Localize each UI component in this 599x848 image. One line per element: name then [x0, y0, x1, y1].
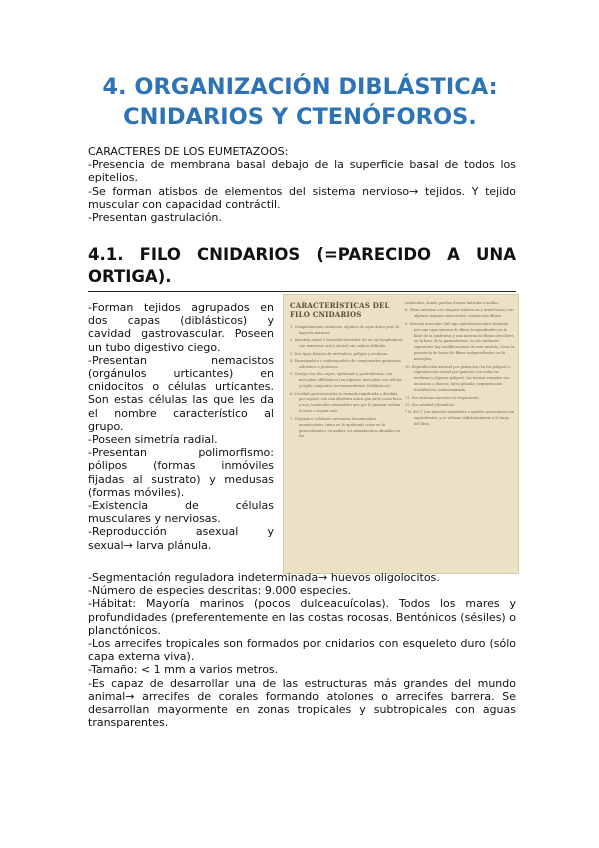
chapter-title-line2: CNIDARIOS Y CTENÓFOROS. — [123, 104, 477, 130]
book-image-item: 3. Dos tipos básicos de individuos: pólipos y medusas. — [290, 351, 389, 356]
feature-line: -Reproducción asexual y — [88, 525, 274, 539]
book-image-item: * N. del T. Las músculo-epiteliales o epitelio musculares son equivalentes, y se utilizan indistintamente a lo largo del libro. — [405, 410, 515, 427]
book-image-item: 7. Orgánulos celulares urticantes denominados nematocistos, tanto en la epidermis como en la gastrodermis o en ambos; los nematocistos abundan en los — [290, 416, 401, 439]
book-image-item: tentáculos, donde pueden formar baterías o anillos. — [405, 301, 500, 305]
feature-line: -Forman tejidos agrupados en — [88, 301, 274, 314]
book-image-column-2 — [405, 301, 515, 430]
cnidarios-features-full-width — [88, 571, 516, 729]
feature-line: cnidocitos o células urticantes. — [88, 380, 274, 394]
eumetazoos-characters — [88, 145, 516, 224]
section-underline — [88, 291, 516, 292]
cnidarios-features-column — [88, 301, 274, 552]
feature-item: -Hábitat: Mayoría marinos (pocos dulceacuícolas). Todos los mares y profundidades (preferentemente en las costas rocosas. Bentónicos (sésiles) o planctónicos. — [88, 597, 516, 637]
section-title: 4.1. FILO CNIDARIOS (=PARECIDO A UNA ORTIGA). — [88, 245, 516, 286]
feature-item: -Tamaño: < 1 mm a varios metros. — [88, 663, 279, 677]
feature-line: Son estas células las que les da — [88, 393, 274, 407]
intro-item: -Presentan gastrulación. — [88, 211, 222, 225]
feature-line: dos capas (diblásticos) y — [88, 314, 274, 328]
intro-heading: CARACTERES DE LOS EUMETAZOOS: — [88, 145, 289, 158]
feature-line: (orgánulos urticantes) en — [88, 367, 274, 381]
book-image-item: 11. Sin sistemas excretor ni respiratorio. — [405, 395, 480, 400]
feature-item: -Segmentación reguladora indeterminada→ huevos oligolocitos. — [88, 571, 440, 584]
feature-item: -Es capaz de desarrollar una de las estructuras más grandes del mundo animal→ arrecifes de corales formando atolones o arrecifes barrera. Se desarrollan mayormente en zonas tropicales y subtropicales con aguas transparentes. — [88, 676, 516, 730]
chapter-title — [40, 72, 560, 132]
feature-line: -Presentan polimorfismo: — [88, 446, 274, 460]
intro-item: -Se forman atisbos de elementos del sistema nervioso→ tejidos. Y tejido muscular con capacidad contráctil. — [88, 184, 516, 211]
intro-item: -Presencia de membrana basal debajo de la superficie basal de todos los epitelios. — [88, 158, 516, 185]
feature-line: -Poseen simetría radial. — [88, 433, 218, 447]
feature-line: (formas móviles). — [88, 485, 185, 499]
book-image-item: 2. Simetría radial o birradial alrededor de un eje longitudinal con extremos oral y aboral; sin cabeza definida. — [290, 338, 402, 349]
feature-line: grupo. — [88, 419, 124, 433]
book-image-item: 6. Cavidad gastrovascular (a menudo ramificada o dividida por septos) con una abertura única que sirve como boca y ano; tentáculos extensibles que por lo general rodean la boca o región oral. — [290, 391, 402, 414]
feature-line: fijadas al sustrato) y medusas — [88, 472, 274, 486]
feature-line: el nombre característico al — [88, 406, 274, 420]
book-image-item: 1. Completamente acuáticos, algunos de agua dulce pero la mayoría marinos. — [290, 325, 399, 335]
book-scan-image — [283, 294, 519, 574]
feature-item: -Los arrecifes tropicales son formados por cnidarios con esqueleto duro (sólo capa externa viva). — [88, 637, 516, 664]
book-image-title: CARACTERÍSTICAS DEL FILO CNIDARIOS — [290, 301, 390, 319]
feature-line: -Existencia de células — [88, 499, 274, 513]
feature-line: musculares y nerviosas. — [88, 512, 221, 526]
book-image-column-1 — [290, 325, 402, 442]
book-image-item: 5. Cuerpo con dos capas, epidermis y gastrodermis, con mesoglea (diblásticos) en algunos, mesoglea con células y tejido conjuntivo (ectomesodermo) (triblásticos). — [290, 372, 402, 389]
feature-line: un tubo digestivo ciego. — [88, 340, 221, 354]
book-image-item: 10. Reproducción asexual por gemación (en los pólipos) o reproducción sexual por gametos (en todas las medusas y algunos pólipos); las formas sexuales son monoicas o dioicas; larva plánula; segmentación holoblástica, indeterminada. — [405, 364, 511, 393]
feature-item: -Número de especies descritas: 9.000 especies. — [88, 584, 352, 598]
chapter-title-line1: 4. ORGANIZACIÓN DIBLÁSTICA: — [102, 74, 498, 100]
book-image-item: 9. Sistema muscular (del tipo epiteliomuscular) formado por una capa externa de fibras longitudinales en la base de la epidermis y una interna de fibras circulares en la base de la gastrodermis; en los cnidarios superiores hay modificaciones de este modelo, como la presencia de haces de fibras independientes en la mesoglea. — [405, 321, 515, 362]
book-image-item: 8. Plexo nervioso con sinapsis simétricas y asimétricas; con algunos órganos sensoriales; conducción difusa. — [405, 308, 514, 319]
book-image-item: 4. Exoesqueleto o endoesqueleto de componentes quitinosos, calcáreos o proteicos. — [290, 359, 402, 369]
feature-line: pólipos (formas inmóviles — [88, 459, 274, 473]
book-image-item: 12. Sin cavidad celomática. — [405, 403, 456, 407]
feature-line: cavidad gastrovascular. Poseen — [88, 327, 274, 341]
feature-line: sexual→ larva plánula. — [88, 538, 212, 552]
feature-line: -Presentan nemacistos — [88, 353, 274, 367]
